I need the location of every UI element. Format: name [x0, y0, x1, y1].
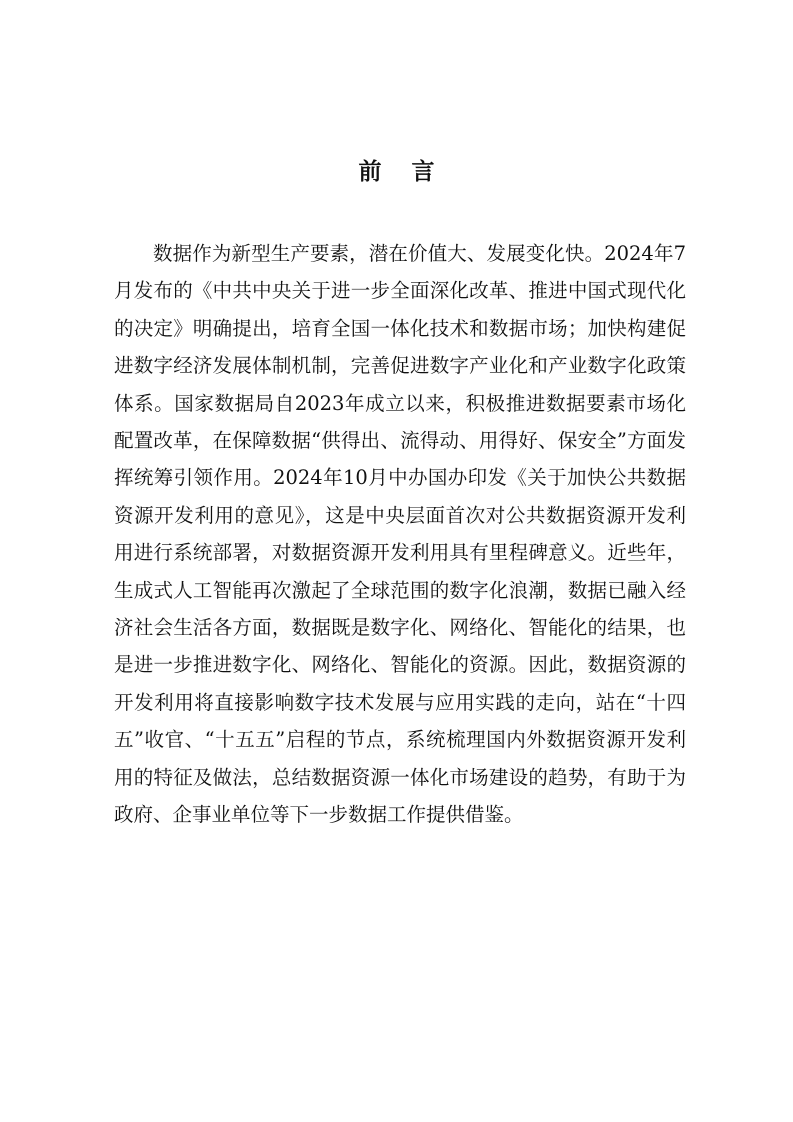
- page-title: [0, 152, 793, 192]
- title-char-2: 言: [411, 159, 435, 185]
- title-char-1: 前: [358, 159, 382, 185]
- preface-paragraph: 数据作为新型生产要素，潜在价值大、发展变化快。2024年7月发布的《中共中央关于进一步全面深化改革、推进中国式现代化的决定》明确提出，培育全国一体化技术和数据市场；加快构建促进数字经济发展体制机制，完善促进数字产业化和产业数字化政策体系。国家数据局自2023年成立以来，积极推进数据要素市场化配置改革，在保障数据“供得出、流得动、用得好、保安全”方面发挥统筹引领作用。2024年10月中办国办印发《关于加快公共数据资源开发利用的意见》，这是中央层面首次对公共数据资源开发利用进行系统部署，对数据资源开发利用具有里程碑意义。近些年，生成式人工智能再次激起了全球范围的数字化浪潮，数据已融入经济社会生活各方面，数据既是数字化、网络化、智能化的结果，也是进一步推进数字化、网络化、智能化的资源。因此，数据资源的开发利用将直接影响数字技术发展与应用实践的走向，站在“十四五”收官、“十五五”启程的节点，系统梳理国内外数据资源开发利用的特征及做法，总结数据资源一体化市场建设的趋势，有助于为政府、企事业单位等下一步数据工作提供借鉴。: [114, 242, 686, 827]
